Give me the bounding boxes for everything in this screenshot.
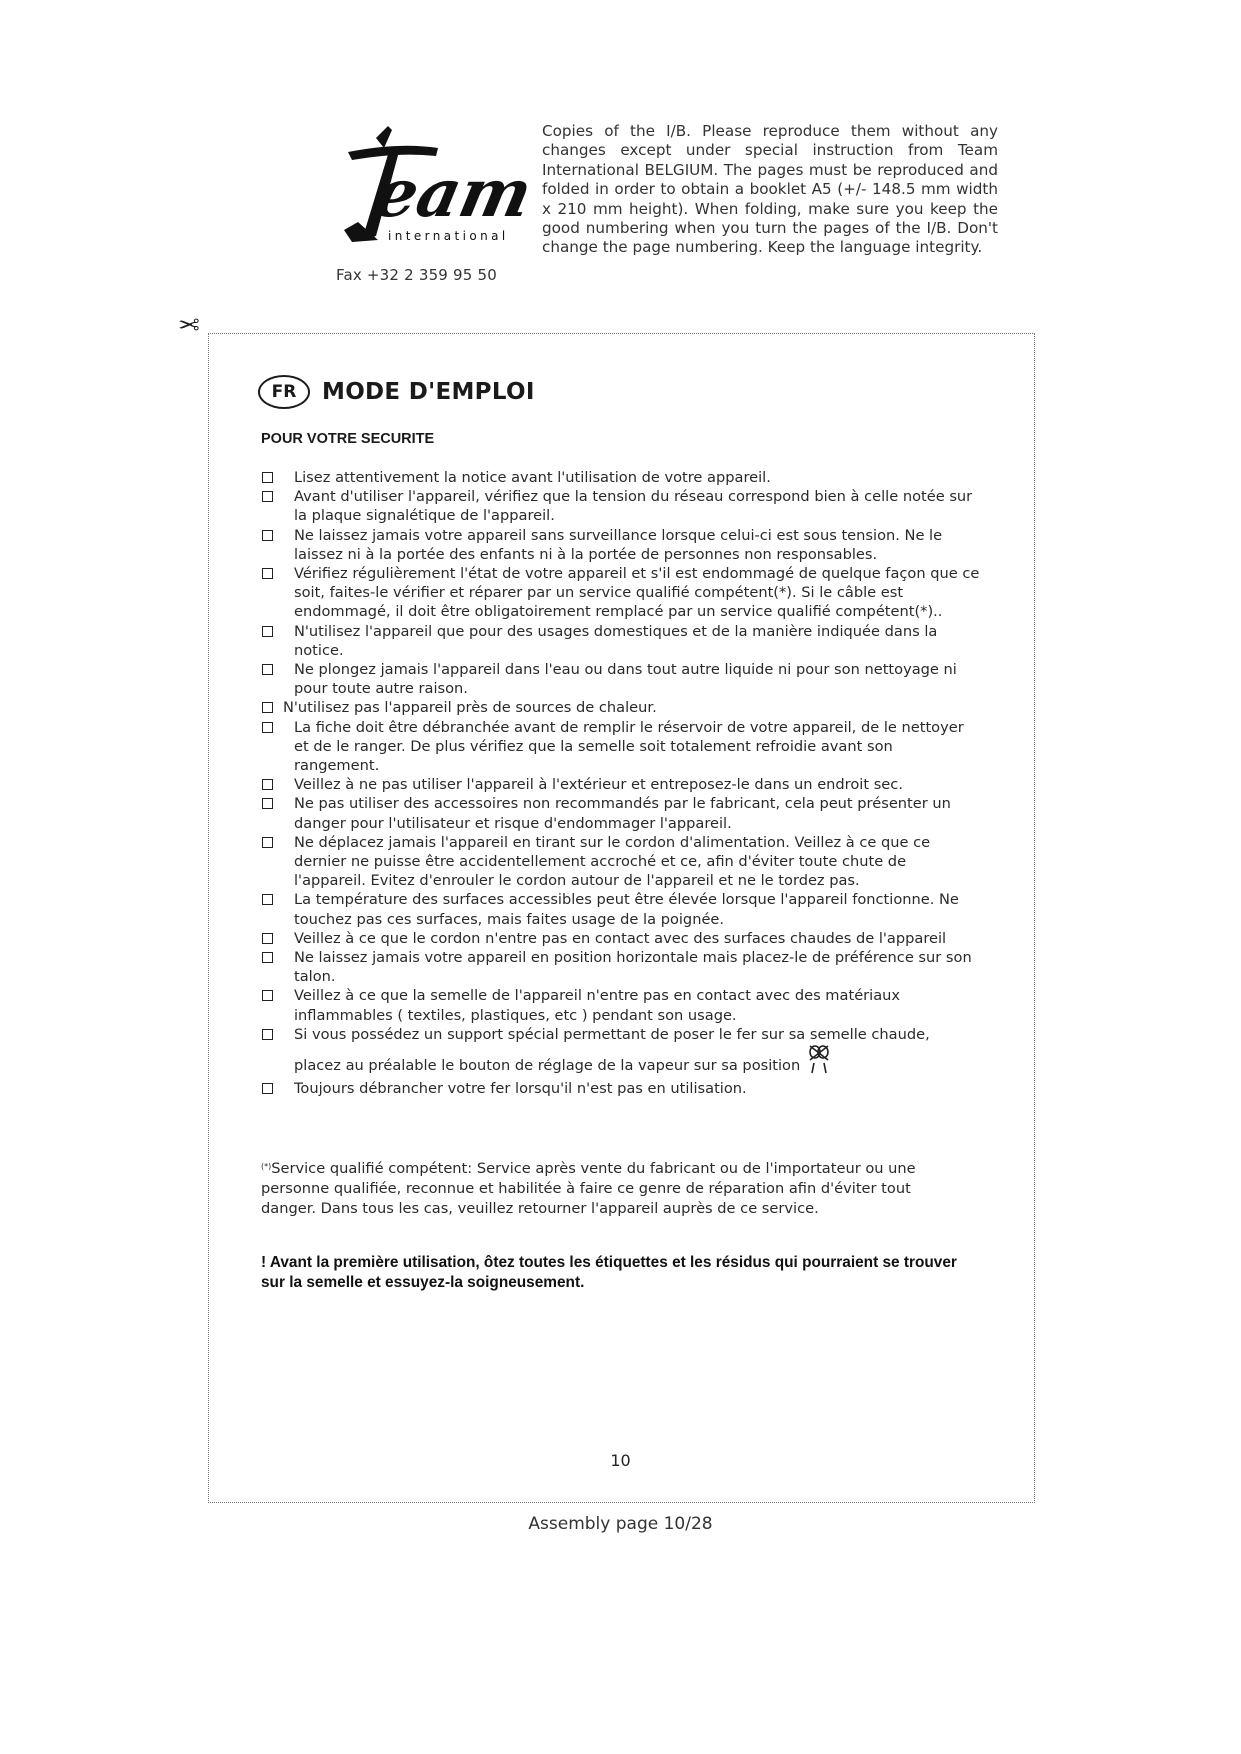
list-item: N'utilisez l'appareil que pour des usages domestiques et de la manière indiquée dans la notice. [261, 622, 981, 660]
first-use-warning: ! Avant la première utilisation, ôtez toutes les étiquettes et les résidus qui pourraient se trouver sur la semelle et essuyez-la soigneusement. [261, 1254, 957, 1291]
assembly-page-label: Assembly page 10/28 [528, 1514, 713, 1534]
list-item: La température des surfaces accessibles peut être élevée lorsque l'appareil fonctionne. Ne touchez pas ces surfaces, mais faites usage de la poignée. [261, 890, 981, 928]
list-item: Lisez attentivement la notice avant l'utilisation de votre appareil. [261, 468, 981, 487]
list-item: Ne déplacez jamais l'appareil en tirant sur le cordon d'alimentation. Veillez à ce que ce dernier ne puisse être accidentellement accroché et ce, afin d'éviter toute chute de l'appareil. Evitez d'enrouler le cordon autour de l'appareil et ne le tordez pas. [261, 833, 981, 891]
manual-heading [258, 373, 535, 411]
list-item-text: Vérifiez régulièrement l'état de votre appareil et s'il est endommagé de quelque façon que ce soit, faites-le vérifier et réparer par un service qualifié compétent(*). Si le câble est endommagé, il doit être obligatoirement remplacé par un service qualifié compétent(*).. [294, 565, 980, 621]
team-logo-graphic [318, 118, 539, 258]
list-item: Veillez à ce que le cordon n'entre pas en contact avec des surfaces chaudes de l'appareil [261, 929, 981, 948]
svg-text:international: international [388, 229, 509, 243]
team-international-logo [318, 118, 539, 258]
footnote [261, 1157, 961, 1218]
page-number: 10 [610, 1451, 631, 1470]
steam-off-icon [806, 1044, 832, 1079]
list-item: Ne plongez jamais l'appareil dans l'eau ou dans tout autre liquide ni pour son nettoyage ni pour toute autre raison. [261, 660, 981, 698]
language-badge: FR [258, 375, 310, 409]
footnote-mark: (*) [261, 1162, 272, 1171]
list-item [261, 564, 981, 622]
list-item-text: Si vous possédez un support spécial permettant de poser le fer sur sa semelle chaude, [294, 1025, 930, 1043]
list-item-continuation: placez au préalable le bouton de réglage de la vapeur sur sa position [294, 1057, 801, 1075]
list-item: Ne pas utiliser des accessoires non recommandés par le fabricant, cela peut présenter un danger pour l'utilisateur et risque d'endommager l'appareil. [261, 794, 981, 832]
section-title: POUR VOTRE SECURITE [261, 431, 435, 447]
list-item: Avant d'utiliser l'appareil, vérifiez que la tension du réseau correspond bien à celle notée sur la plaque signalétique de l'appareil. [261, 487, 981, 525]
list-item: Toujours débrancher votre fer lorsqu'il n'est pas en utilisation. [261, 1079, 981, 1098]
list-item: Veillez à ne pas utiliser l'appareil à l'extérieur et entreposez-le dans un endroit sec. [261, 775, 981, 794]
reproduction-instruction: Copies of the I/B. Please reproduce them without any changes except under special instruction from Team International BELGIUM. The pages must be reproduced and folded in order to obtain a booklet A5 (+/- 148.5 mm width x 210 mm height). When folding, make sure you keep the good numbering when you turn the pages of the I/B. Don't change the page numbering. Keep the language integrity. [542, 122, 998, 257]
list-item: Veillez à ce que la semelle de l'appareil n'entre pas en contact avec des matériaux inflammables ( textiles, plastiques, etc ) pendant son usage. [261, 986, 981, 1024]
safety-list [261, 468, 981, 1099]
list-item: N'utilisez pas l'appareil près de sources de chaleur. [261, 698, 981, 717]
list-item: La fiche doit être débranchée avant de remplir le réservoir de votre appareil, de le nettoyer et de le ranger. De plus vérifiez que la semelle soit totalement refroidie avant son rangement. [261, 718, 981, 776]
scissors-icon: ✂ [178, 308, 200, 338]
page-title: MODE D'EMPLOI [322, 379, 535, 405]
fax-number: Fax +32 2 359 95 50 [336, 266, 497, 284]
list-item: Ne laissez jamais votre appareil en position horizontale mais placez-le de préférence sur son talon. [261, 948, 981, 986]
list-item [261, 1025, 981, 1079]
footnote-text: Service qualifié compétent: Service après vente du fabricant ou de l'importateur ou une personne qualifiée, reconnue et habilitée à faire ce genre de réparation afin d'éviter tout danger. Dans tous les cas, veuillez retourner l'appareil auprès de ce service. [261, 1160, 916, 1217]
list-item: Ne laissez jamais votre appareil sans surveillance lorsque celui-ci est sous tension. Ne le laissez ni à la portée des enfants ni à la portée de personnes non responsables. [261, 526, 981, 564]
svg-text:eam: eam [367, 153, 539, 232]
